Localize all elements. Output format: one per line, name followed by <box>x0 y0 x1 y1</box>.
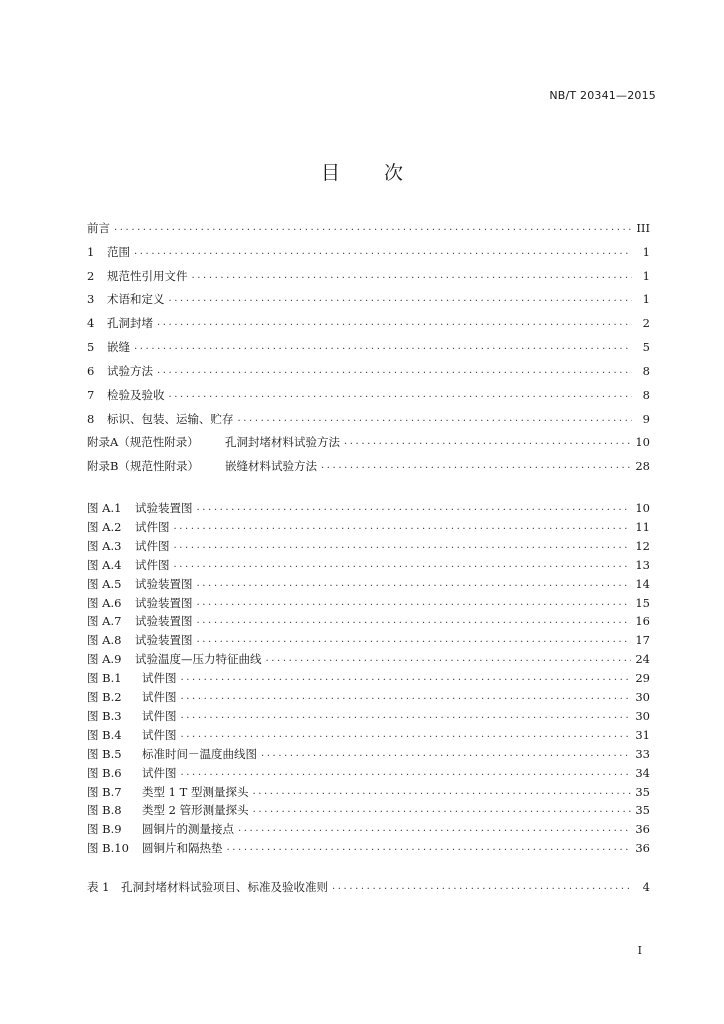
entry-number: 图 A.7 <box>87 614 122 628</box>
entry-number: 图 A.8 <box>87 633 122 647</box>
entry-number: 图 A.4 <box>87 558 122 572</box>
toc-entry[interactable] <box>87 338 650 354</box>
entry-page-number: 31 <box>635 728 650 742</box>
dot-leader <box>197 596 632 610</box>
figure-entry[interactable] <box>87 612 650 628</box>
figure-entry[interactable] <box>87 801 650 817</box>
entry-number: 1 <box>87 245 95 259</box>
figure-entry[interactable] <box>87 537 650 553</box>
entry-page-number: 33 <box>635 747 650 761</box>
dot-leader <box>252 785 631 799</box>
toc-entry[interactable] <box>87 219 650 235</box>
entry-label: 试验装置图 <box>135 633 193 647</box>
dot-leader <box>197 501 632 515</box>
figure-entry[interactable] <box>87 726 650 742</box>
standard-code: NB/T 20341—2015 <box>549 89 656 102</box>
toc-entry[interactable] <box>87 410 650 426</box>
dot-leader <box>134 340 632 354</box>
entry-page-number: 34 <box>635 766 650 780</box>
entry-label: 试验装置图 <box>135 577 193 591</box>
figure-entry[interactable] <box>87 688 650 704</box>
entry-label: 试验装置图 <box>135 614 193 628</box>
entry-page-number: 9 <box>642 412 650 426</box>
entry-number: 4 <box>87 316 95 330</box>
entry-number: 图 B.9 <box>87 822 122 836</box>
entry-number: 图 A.9 <box>87 652 122 666</box>
figure-entry[interactable] <box>87 575 650 591</box>
entry-label: 试件图 <box>142 709 177 723</box>
dot-leader <box>321 459 631 473</box>
figure-entry[interactable] <box>87 783 650 799</box>
entry-page-number: 5 <box>642 340 650 354</box>
entry-number: 图 B.6 <box>87 766 122 780</box>
entry-number: 图 A.6 <box>87 596 122 610</box>
entry-page-number: 11 <box>635 520 650 534</box>
figure-entry[interactable] <box>87 764 650 780</box>
entry-number: 6 <box>87 364 95 378</box>
dot-leader <box>169 292 633 306</box>
entry-page-number: III <box>636 221 650 235</box>
page-title <box>0 158 724 185</box>
table-entry[interactable] <box>87 878 650 894</box>
toc-entry[interactable] <box>87 386 650 402</box>
dot-leader <box>192 269 633 283</box>
figure-entry[interactable] <box>87 820 650 836</box>
dot-leader <box>174 520 632 534</box>
entry-page-number: 1 <box>642 292 650 306</box>
dot-leader <box>227 841 632 855</box>
entry-page-number: 8 <box>642 388 650 402</box>
entry-label: 试验方法 <box>107 364 153 378</box>
entry-number: 图 B.7 <box>87 785 122 799</box>
dot-leader <box>266 652 632 666</box>
entry-number: 5 <box>87 340 95 354</box>
dot-leader <box>174 558 632 572</box>
dot-leader <box>253 803 632 817</box>
entry-number: 2 <box>87 269 95 283</box>
dot-leader <box>181 690 632 704</box>
figure-entry[interactable] <box>87 518 650 534</box>
entry-page-number: 30 <box>635 709 650 723</box>
figure-entry[interactable] <box>87 499 650 515</box>
figure-entry[interactable] <box>87 556 650 572</box>
entry-number: 表 1 <box>87 880 110 894</box>
toc-entry[interactable] <box>87 433 650 449</box>
figure-entry[interactable] <box>87 594 650 610</box>
entry-number: 图 A.2 <box>87 520 122 534</box>
entry-number: 图 A.1 <box>87 501 122 515</box>
entry-page-number: 1 <box>642 245 650 259</box>
dot-leader <box>238 822 631 836</box>
entry-page-number: 15 <box>635 596 650 610</box>
figure-entry[interactable] <box>87 631 650 647</box>
entry-label: 试件图 <box>142 671 177 685</box>
entry-label: 嵌缝材料试验方法 <box>225 459 317 473</box>
entry-label: 类型 2 管形测量探头 <box>142 803 249 817</box>
entry-label: 试件图 <box>135 539 170 553</box>
entry-number: 图 B.1 <box>87 671 122 685</box>
entry-number: 附录A（规范性附录） <box>87 435 199 449</box>
entry-page-number: 24 <box>635 652 650 666</box>
entry-number: 3 <box>87 292 95 306</box>
dot-leader <box>344 435 631 449</box>
entry-label: 标准时间－温度曲线图 <box>142 747 257 761</box>
dot-leader <box>238 412 633 426</box>
entry-page-number: 36 <box>635 841 650 855</box>
entry-label: 试验温度—压力特征曲线 <box>135 652 262 666</box>
dot-leader <box>181 671 632 685</box>
entry-label: 规范性引用文件 <box>107 269 188 283</box>
entry-label: 嵌缝 <box>107 340 130 354</box>
entry-page-number: 35 <box>635 785 650 799</box>
figure-entry[interactable] <box>87 669 650 685</box>
dot-leader <box>181 766 632 780</box>
entry-label: 试件图 <box>142 690 177 704</box>
entry-page-number: 36 <box>635 822 650 836</box>
dot-leader <box>332 880 632 894</box>
figure-entry[interactable] <box>87 839 650 855</box>
entry-number: 附录B（规范性附录） <box>87 459 199 473</box>
toc-entry[interactable] <box>87 314 650 330</box>
dot-leader <box>197 577 632 591</box>
entry-label: 试件图 <box>142 766 177 780</box>
entry-number: 图 A.5 <box>87 577 122 591</box>
toc-entry[interactable] <box>87 457 650 473</box>
dot-leader <box>197 633 632 647</box>
entry-label: 圆铜片和隔热垫 <box>142 841 223 855</box>
entry-number: 图 A.3 <box>87 539 122 553</box>
entry-page-number: 8 <box>642 364 650 378</box>
entry-page-number: 4 <box>642 880 650 894</box>
dot-leader <box>181 728 632 742</box>
entry-page-number: 13 <box>635 558 650 572</box>
toc-entry[interactable] <box>87 362 650 378</box>
toc-entry[interactable] <box>87 267 650 283</box>
figure-entry[interactable] <box>87 707 650 723</box>
entry-number: 8 <box>87 412 95 426</box>
dot-leader <box>114 221 632 235</box>
dot-leader <box>169 388 633 402</box>
entry-label: 试验装置图 <box>135 596 193 610</box>
entry-page-number: 12 <box>635 539 650 553</box>
entry-page-number: 10 <box>635 501 650 515</box>
figure-entry[interactable] <box>87 745 650 761</box>
entry-page-number: 10 <box>635 435 650 449</box>
entry-label: 试件图 <box>135 520 170 534</box>
toc-entry[interactable] <box>87 243 650 259</box>
dot-leader <box>174 539 632 553</box>
entry-number: 图 B.8 <box>87 803 122 817</box>
entry-page-number: 28 <box>635 459 650 473</box>
entry-label: 孔洞封堵材料试验项目、标准及验收准则 <box>121 880 328 894</box>
dot-leader <box>157 364 632 378</box>
entry-number: 图 B.3 <box>87 709 122 723</box>
title-char-2: 次 <box>384 162 404 184</box>
footer-page-number: I <box>637 944 642 957</box>
entry-page-number: 29 <box>635 671 650 685</box>
dot-leader <box>197 614 632 628</box>
entry-page-number: 17 <box>635 633 650 647</box>
entry-label: 圆铜片的测量接点 <box>142 822 234 836</box>
entry-label: 孔洞封堵材料试验方法 <box>225 435 340 449</box>
entry-page-number: 35 <box>635 803 650 817</box>
entry-number: 7 <box>87 388 95 402</box>
entry-label: 标识、包装、运输、贮存 <box>107 412 234 426</box>
entry-page-number: 2 <box>642 316 650 330</box>
dot-leader <box>261 747 631 761</box>
entry-label: 孔洞封堵 <box>107 316 153 330</box>
entry-label: 试件图 <box>142 728 177 742</box>
entry-label: 试验装置图 <box>135 501 193 515</box>
entry-page-number: 30 <box>635 690 650 704</box>
entry-label: 术语和定义 <box>107 292 165 306</box>
entry-label: 前言 <box>87 221 110 235</box>
title-char-1: 目 <box>320 162 340 184</box>
entry-number: 图 B.2 <box>87 690 122 704</box>
entry-label: 类型 1 T 型测量探头 <box>142 785 249 799</box>
entry-number: 图 B.5 <box>87 747 122 761</box>
figure-entry[interactable] <box>87 650 650 666</box>
toc-entry[interactable] <box>87 290 650 306</box>
entry-label: 检验及验收 <box>107 388 165 402</box>
entry-page-number: 1 <box>642 269 650 283</box>
dot-leader <box>134 245 632 259</box>
dot-leader <box>181 709 632 723</box>
dot-leader <box>157 316 632 330</box>
entry-label: 试件图 <box>135 558 170 572</box>
entry-number: 图 B.10 <box>87 841 129 855</box>
entry-page-number: 16 <box>635 614 650 628</box>
entry-label: 范围 <box>107 245 130 259</box>
entry-page-number: 14 <box>635 577 650 591</box>
entry-number: 图 B.4 <box>87 728 122 742</box>
